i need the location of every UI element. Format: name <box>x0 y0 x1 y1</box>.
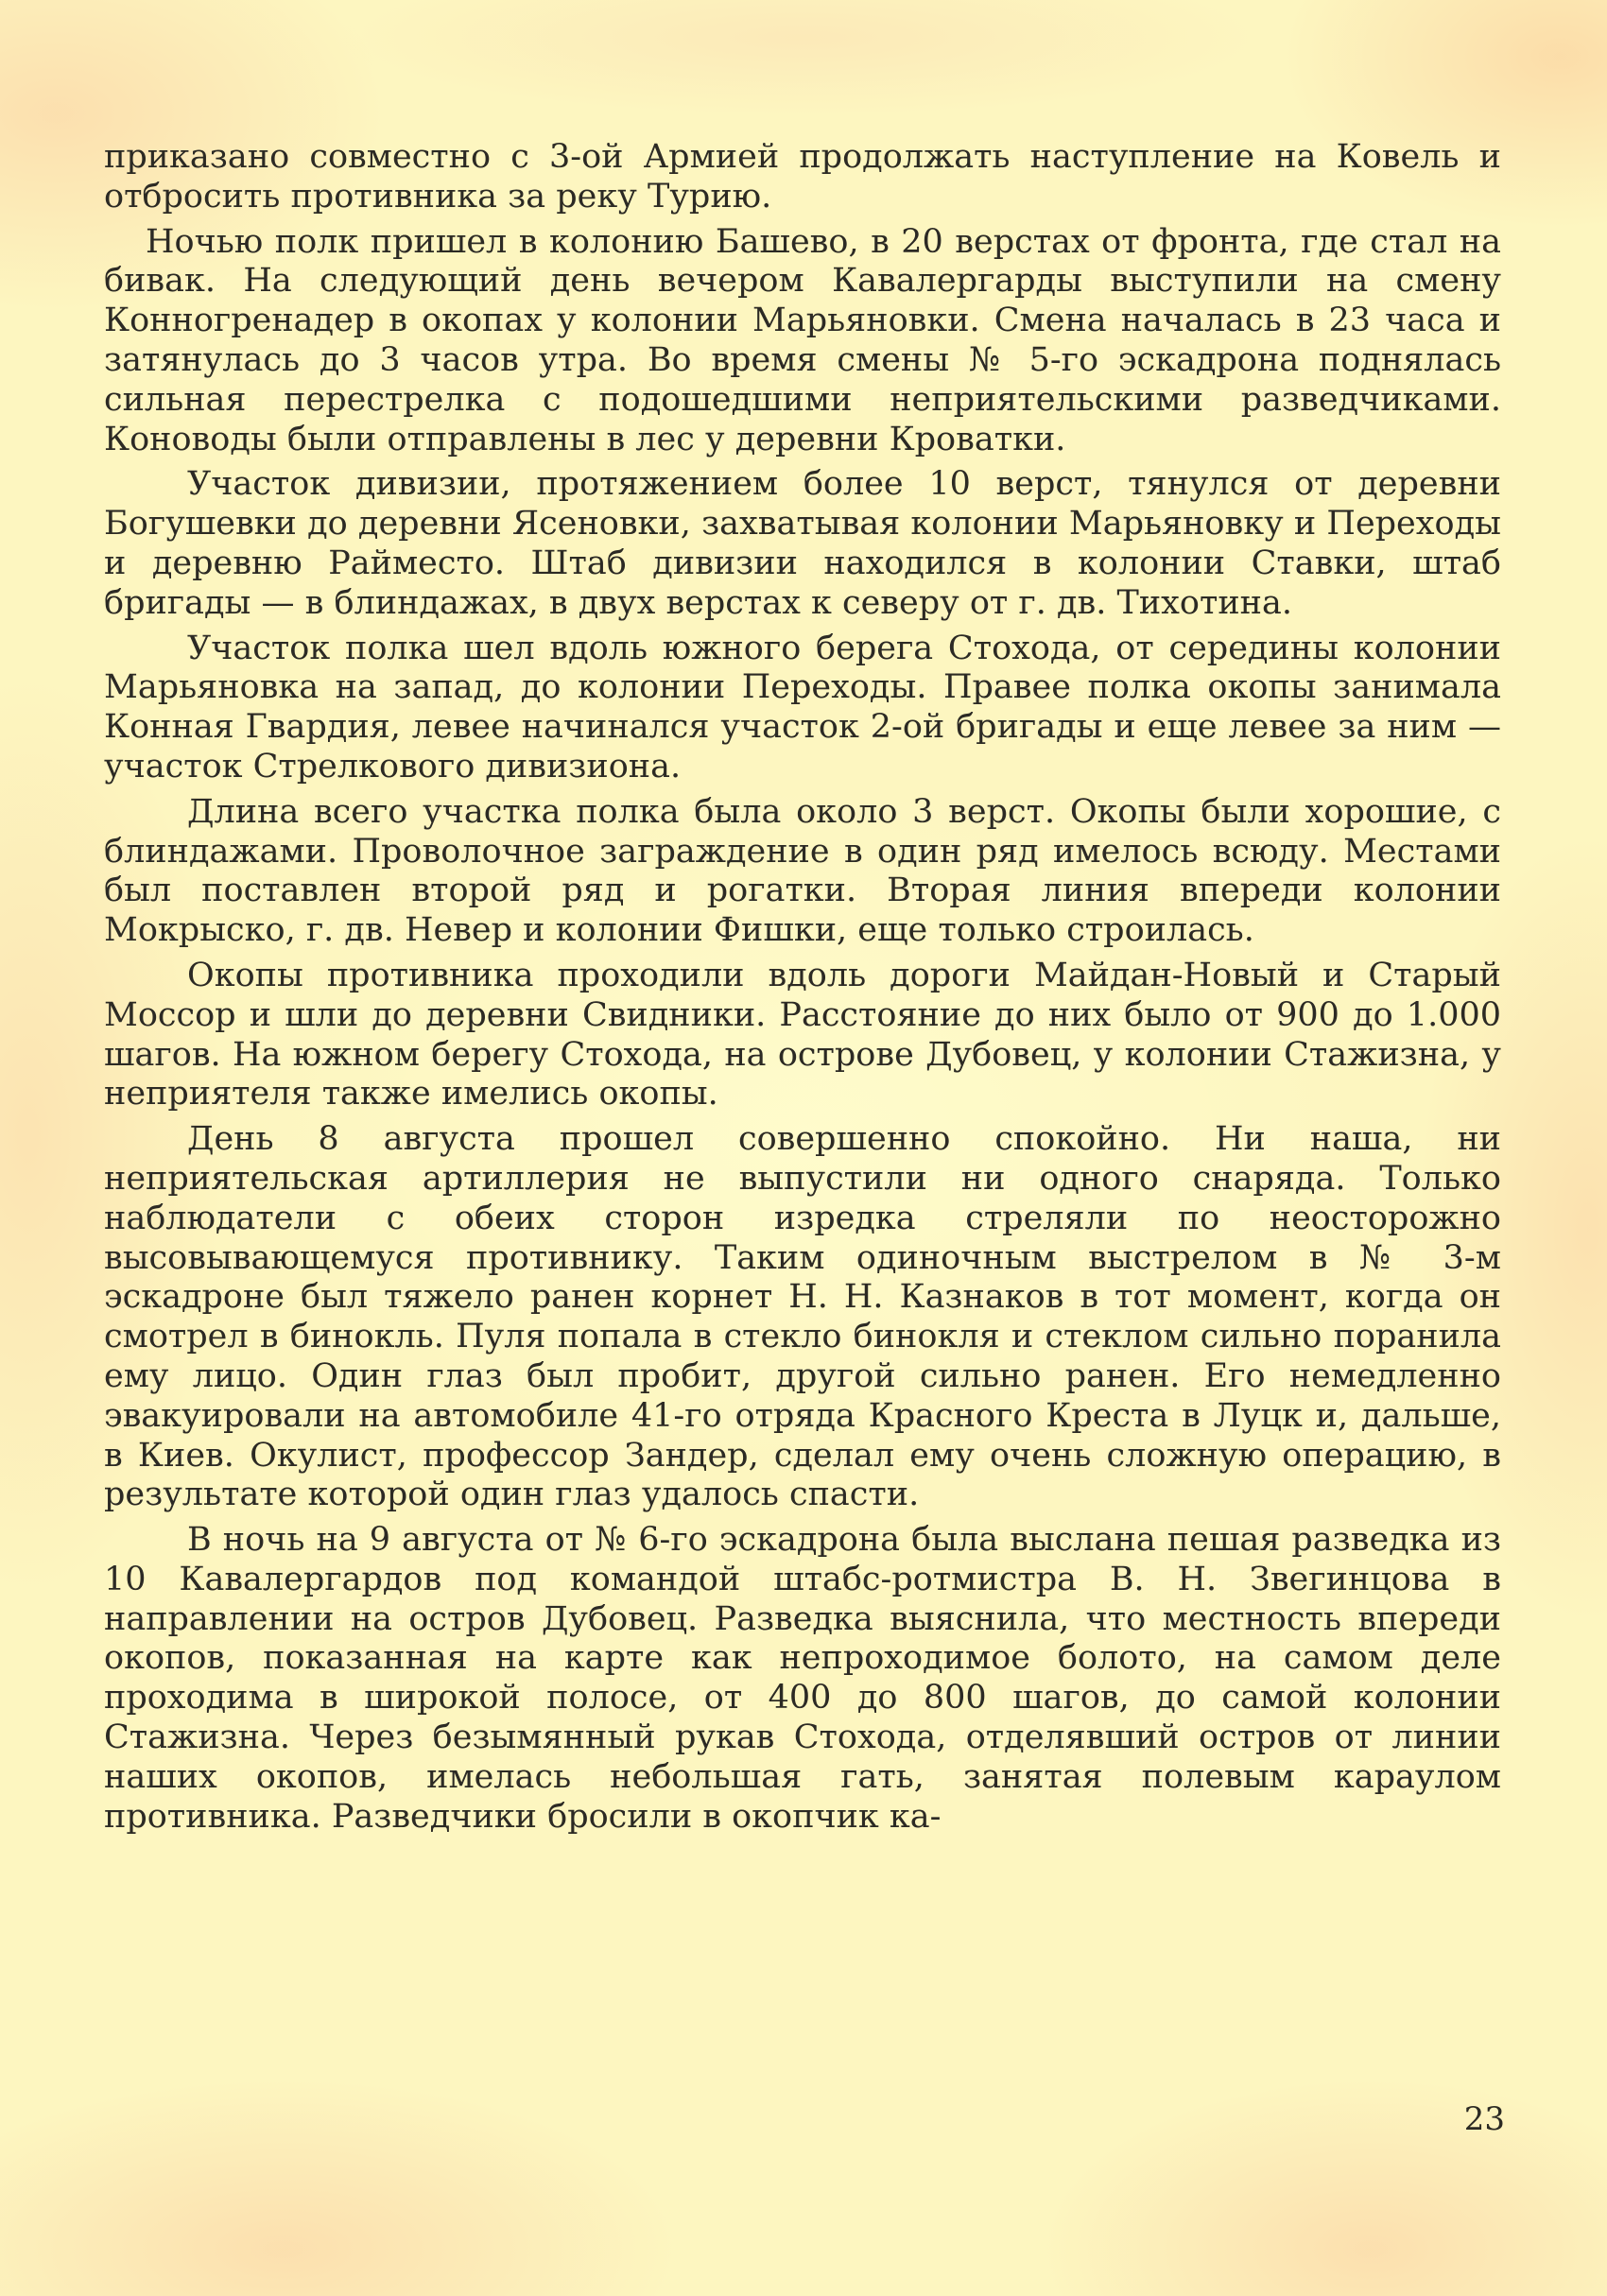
paragraph-4: Участок полка шел вдоль южного берега Стохода, от середины колонии Марьяновка на запад, до колонии Переходы. Правее полка окопы занимала Конная Гвардия, левее начинался участок 2-ой бригады и еще левее за ним — участок Стрелкового дивизиона. <box>104 629 1501 785</box>
paragraph-8: В ночь на 9 августа от № 6-го эскадрона была выслана пешая разведка из 10 Кавалергардов под командой штабс-ротмистра В. Н. Звегинцова в направлении на остров Дубовец. Разведка выяснила, что местность впереди окопов, показанная на карте как непроходимое болото, на самом деле проходима в широкой полосе, от 400 до 800 шагов, до самой колонии Стажизна. Через безымянный рукав Стохода, отделявший остров от линии наших окопов, имелась небольшая гать, занятая полевым караулом противника. Разведчики бросили в окопчик ка- <box>104 1521 1501 1836</box>
paragraph-7: День 8 августа прошел совершенно спокойно. Ни наша, ни неприятельская артиллерия не выпустили ни одного снаряда. Только наблюдатели с обеих сторон изредка стреляли по неосторожно высовывающемуся противнику. Таким одиночным выстрелом в № 3-м эскадроне был тяжело ранен корнет Н. Н. Казнаков в тот момент, когда он смотрел в бинокль. Пуля попала в стекло бинокля и стеклом сильно поранила ему лицо. Один глаз был пробит, другой сильно ранен. Его немедленно эвакуировали на автомобиле 41-го отряда Красного Креста в Луцк и, дальше, в Киев. Окулист, профессор Зандер, сделал ему очень сложную операцию, в результате которой один глаз удалось спасти. <box>104 1120 1501 1514</box>
paragraph-5: Длина всего участка полка была около 3 верст. Окопы были хорошие, с блиндажами. Проволочное заграждение в один ряд имелось всюду. Местами был поставлен второй ряд и рогатки. Вторая линия впереди колонии Мокрыско, г. дв. Невер и колонии Фишки, еще только строилась. <box>104 792 1501 950</box>
page-number: 23 <box>1463 2100 1505 2138</box>
paragraph-6: Окопы противника проходили вдоль дороги Майдан-Новый и Старый Моссор и шли до деревни Свидники. Расстояние до них было от 900 до 1.000 шагов. На южном берегу Стохода, на острове Дубовец, у колонии Стажизна, у неприятеля также имелись окопы. <box>104 956 1501 1113</box>
paragraph-1: приказано совместно с 3-ой Армией продолжать наступление на Ковель и отбросить противника за реку Турию. <box>104 138 1501 216</box>
paragraph-2: Ночью полк пришел в колонию Башево, в 20 верстах от фронта, где стал на бивак. На следующий день вечером Кавалергарды выступили на смену Конногренадер в окопах у колонии Марьяновки. Смена началась в 23 часа и затянулась до 3 часов утра. Во время смены № 5-го эскадрона поднялась сильная перестрелка с подошедшими неприятельскими разведчиками. Коноводы были отправлены в лес у деревни Кроватки. <box>104 222 1501 458</box>
paragraph-3: Участок дивизии, протяжением более 10 верст, тянулся от деревни Богушевки до деревни Ясеновки, захватывая колонии Марьяновку и Переходы и деревню Райместо. Штаб дивизии находился в колонии Ставки, штаб бригады — в блиндажах, в двух верстах к северу от г. дв. Тихотина. <box>104 465 1501 622</box>
body-text <box>104 138 1501 1842</box>
